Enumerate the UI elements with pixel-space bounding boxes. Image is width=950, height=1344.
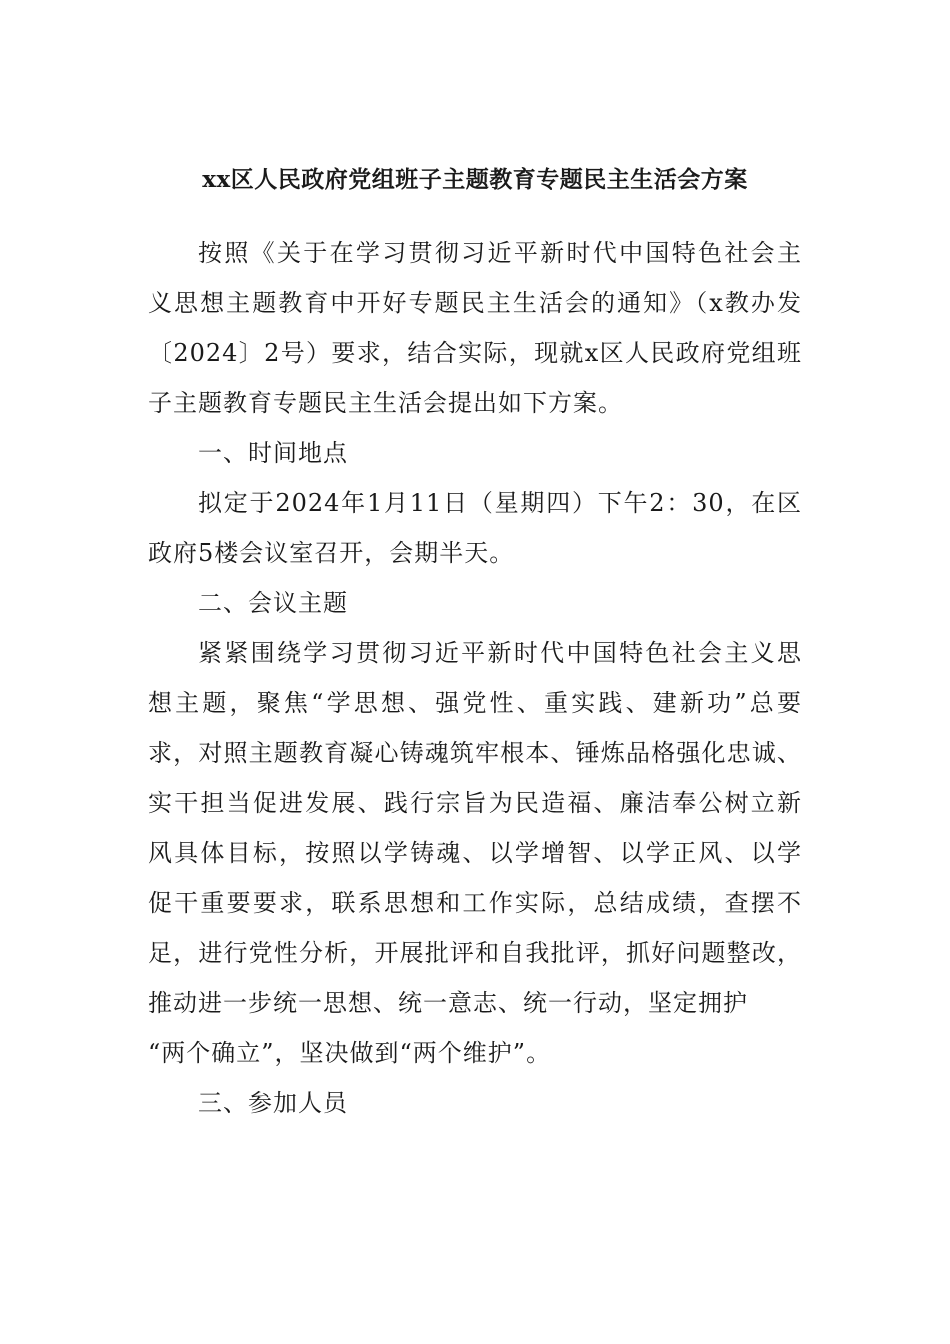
paragraph-line: 想主题，聚焦“学思想、强党性、重实践、建新功”总要	[148, 689, 802, 717]
paragraph-line: 〔2024〕2号）要求，结合实际，现就x区人民政府党组班	[148, 339, 802, 367]
paragraph-line: 按照《关于在学习贯彻习近平新时代中国特色社会主	[198, 239, 802, 267]
section-heading: 三、参加人员	[198, 1089, 348, 1117]
paragraph-line: “两个确立”，坚决做到“两个维护”。	[148, 1039, 552, 1067]
paragraph-line: 推动进一步统一思想、统一意志、统一行动，坚定拥护	[148, 989, 748, 1017]
paragraph-line: 足，进行党性分析，开展批评和自我批评，抓好问题整改，	[148, 939, 802, 967]
paragraph-line: 紧紧围绕学习贯彻习近平新时代中国特色社会主义思	[198, 639, 802, 667]
document-title: xx区人民政府党组班子主题教育专题民主生活会方案	[202, 166, 748, 193]
paragraph-line: 实干担当促进发展、践行宗旨为民造福、廉洁奉公树立新	[148, 789, 802, 817]
paragraph-line: 促干重要要求，联系思想和工作实际，总结成绩，查摆不	[148, 889, 802, 917]
section-heading: 一、时间地点	[198, 439, 348, 467]
paragraph-line: 风具体目标，按照以学铸魂、以学增智、以学正风、以学	[148, 839, 802, 867]
section-heading: 二、会议主题	[198, 589, 348, 617]
paragraph-line: 拟定于2024年1月11日（星期四）下午2：30，在区	[198, 489, 802, 517]
paragraph-line: 子主题教育专题民主生活会提出如下方案。	[148, 389, 623, 417]
paragraph-line: 义思想主题教育中开好专题民主生活会的通知》（x教办发	[148, 289, 802, 317]
paragraph-line: 求，对照主题教育凝心铸魂筑牢根本、锤炼品格强化忠诚、	[148, 739, 802, 767]
paragraph-line: 政府5楼会议室召开，会期半天。	[148, 539, 515, 567]
